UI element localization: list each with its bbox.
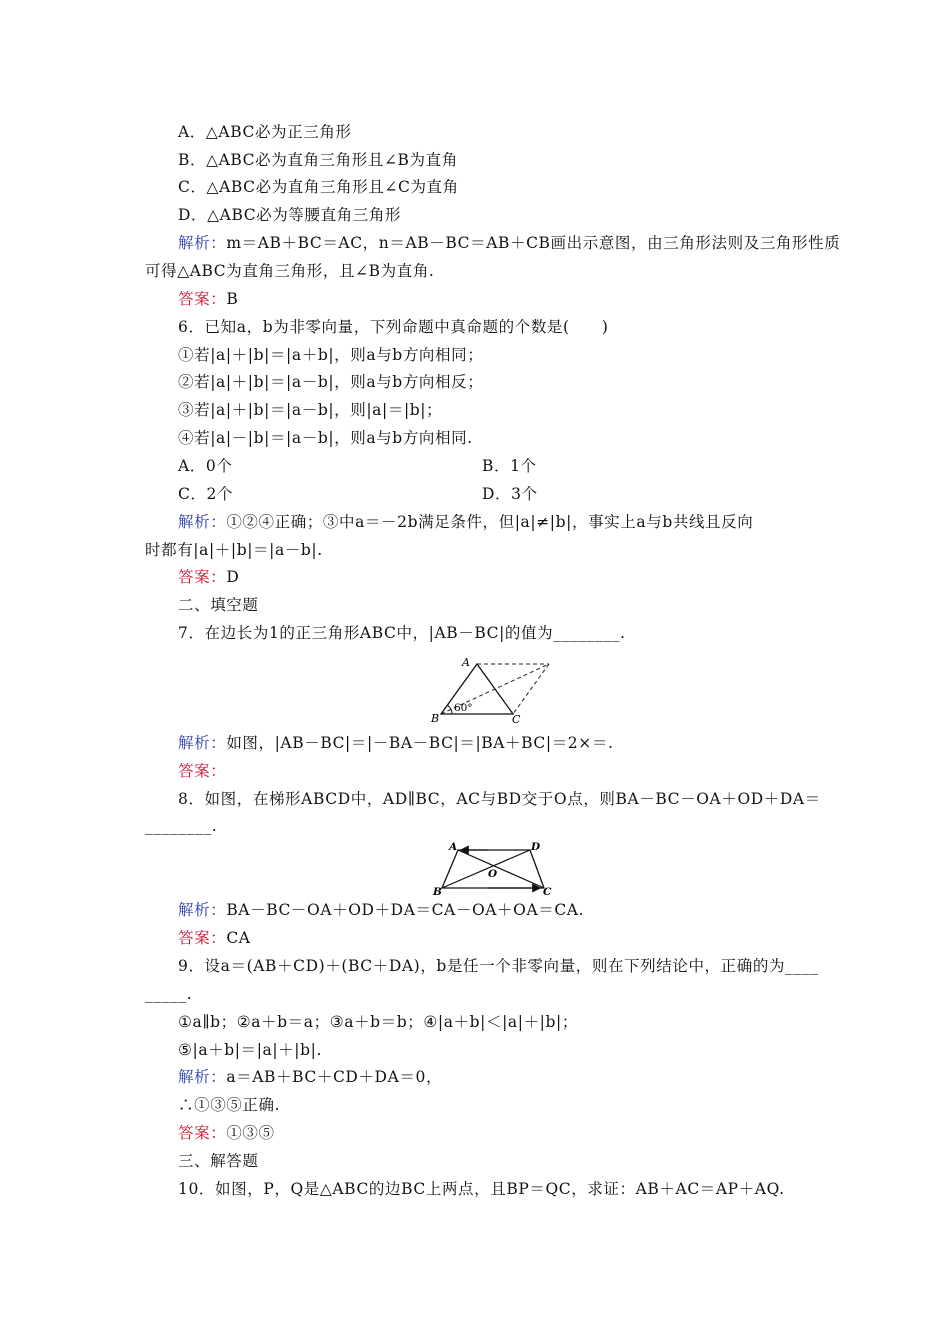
analysis-label: 解析： xyxy=(178,234,227,252)
label-c: C xyxy=(543,886,552,898)
q6-option-d: D．3个 xyxy=(482,485,538,503)
analysis-text: BA－BC－OA＋OD＋DA＝CA－OA＋OA＝CA. xyxy=(226,901,585,919)
q9-conclusions: ①a∥b；②a＋b＝a；③a＋b＝b；④|a＋b|＜|a|＋|b|； xyxy=(178,1013,578,1031)
analysis-label: 解析： xyxy=(178,734,227,752)
analysis-label: 解析： xyxy=(178,901,227,919)
analysis-7 xyxy=(178,732,614,754)
analysis-8 xyxy=(178,899,584,921)
question-9-cont: _____. xyxy=(145,985,193,1003)
answer-text: CA xyxy=(226,929,251,947)
question-8-cont: ________. xyxy=(145,817,218,835)
answer-text: D xyxy=(226,568,240,586)
label-c: C xyxy=(512,713,521,726)
analysis-6 xyxy=(178,511,753,533)
analysis-5-cont: 可得△ABC为直角三角形，且∠B为直角. xyxy=(145,262,435,280)
q6-stmt-2: ②若|a|＋|b|＝|a－b|，则a与b方向相反； xyxy=(178,373,484,391)
analysis-5 xyxy=(178,232,840,254)
analysis-label: 解析： xyxy=(178,513,227,531)
answer-text: B xyxy=(226,290,239,308)
q6-option-a: A．0个 xyxy=(178,457,233,475)
question-8: 8．如图，在梯形ABCD中，AD∥BC，AC与BD交于O点，则BA－BC－OA＋OD＋DA＝ xyxy=(178,790,821,808)
q6-stmt-3: ③若|a|＋|b|＝|a－b|，则|a|＝|b|； xyxy=(178,401,443,419)
option-a: A．△ABC必为正三角形 xyxy=(178,123,352,141)
q6-stmt-4: ④若|a|－|b|＝|a－b|，则a与b方向相同. xyxy=(178,429,473,447)
answer-label: 答案： xyxy=(178,762,227,780)
option-c: C．△ABC必为直角三角形且∠C为直角 xyxy=(178,178,459,196)
question-9: 9．设a＝(AB＋CD)＋(BC＋DA)，b是任一个非零向量，则在下列结论中，正确的为____ xyxy=(178,957,819,975)
analysis-text: a＝AB＋BC＋CD＋DA＝0， xyxy=(226,1068,443,1086)
question-6: 6．已知a，b为非零向量，下列命题中真命题的个数是( ) xyxy=(178,318,609,336)
analysis-text: 如图，|AB－BC|＝|－BA－BC|＝|BA＋BC|＝2×＝. xyxy=(226,734,614,752)
q6-option-b: B．1个 xyxy=(482,457,537,475)
option-b: B．△ABC必为直角三角形且∠B为直角 xyxy=(178,151,458,169)
question-10: 10．如图，P，Q是△ABC的边BC上两点，且BP＝QC，求证：AB＋AC＝AP＋AQ. xyxy=(178,1180,785,1198)
answer-text: ①③⑤ xyxy=(226,1124,275,1142)
section-solve: 三、解答题 xyxy=(178,1152,259,1170)
answer-5 xyxy=(178,288,238,310)
label-o: O xyxy=(488,868,498,880)
analysis-text: m＝AB＋BC＝AC，n＝AB－BC＝AB＋CB画出示意图，由三角形法则及三角形性质 xyxy=(226,234,841,252)
q6-stmt-1: ①若|a|＋|b|＝|a＋b|，则a与b方向相同； xyxy=(178,346,484,364)
label-d: D xyxy=(531,841,541,853)
analysis-6-cont: 时都有|a|＋|b|＝|a－b|. xyxy=(145,541,323,559)
label-b: B xyxy=(431,712,440,725)
triangle-abc xyxy=(441,664,513,714)
label-a: A xyxy=(462,656,470,669)
answer-label: 答案： xyxy=(178,1124,227,1142)
analysis-9-cont: ∴①③⑤正确. xyxy=(178,1096,281,1114)
trapezoid-figure xyxy=(428,838,556,898)
option-d: D．△ABC必为等腰直角三角形 xyxy=(178,206,402,224)
answer-7 xyxy=(178,760,226,782)
answer-9 xyxy=(178,1122,275,1144)
q6-option-c: C．2个 xyxy=(178,485,234,503)
answer-6 xyxy=(178,566,239,588)
answer-label: 答案： xyxy=(178,568,227,586)
question-7: 7．在边长为1的正三角形ABC中，|AB－BC|的值为________. xyxy=(178,624,626,642)
section-fill-in: 二、填空题 xyxy=(178,596,259,614)
diagonal-ac xyxy=(458,850,544,888)
answer-label: 答案： xyxy=(178,290,227,308)
analysis-label: 解析： xyxy=(178,1068,227,1086)
label-b: B xyxy=(433,886,442,898)
q9-conclusion-5: ⑤|a＋b|＝|a|＋|b|. xyxy=(178,1041,322,1059)
answer-8 xyxy=(178,927,251,949)
answer-label: 答案： xyxy=(178,929,227,947)
dashed-right-edge xyxy=(513,664,549,714)
label-angle: 60° xyxy=(454,702,473,714)
analysis-text: ①②④正确；③中a＝－2b满足条件，但|a|≠|b|，事实上a与b共线且反向 xyxy=(226,513,754,531)
label-a: A xyxy=(449,841,458,853)
triangle-figure xyxy=(426,648,556,726)
analysis-9 xyxy=(178,1066,442,1088)
